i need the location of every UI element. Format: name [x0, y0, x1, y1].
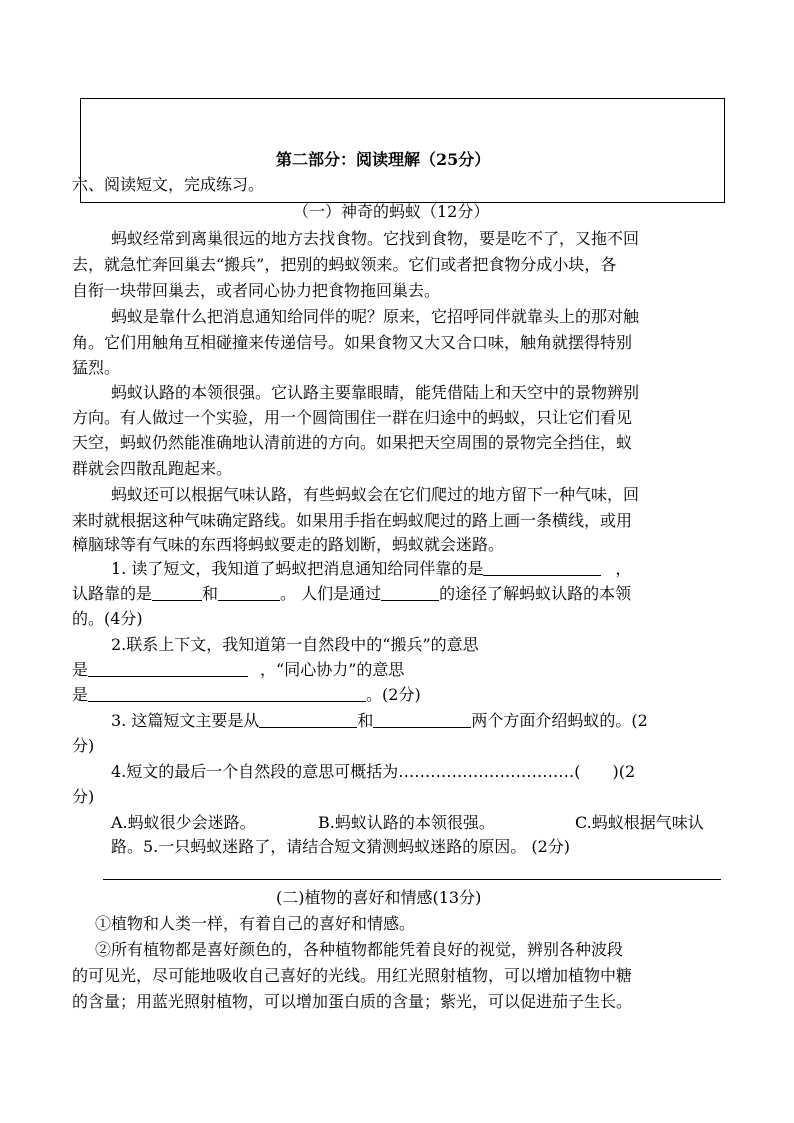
option-b: B.蚂蚁认路的本领很强。: [318, 813, 495, 832]
question-1-line2: [72, 582, 631, 606]
question-text: 是: [72, 660, 89, 679]
instruction: 六、阅读短文，完成练习。: [72, 175, 265, 194]
question-text: 认路靠的是: [72, 584, 153, 603]
question-1: [111, 557, 631, 581]
question-text: 两个方面介绍蚂蚁的。(2: [471, 711, 648, 730]
paragraph-line: 天空，蚂蚁仍然能准确地认清前进的方向。如果把天空周围的景物完全挡住，蚁: [72, 433, 633, 452]
paragraph-line: 的含量；用蓝光照射植物，可以增加蛋白质的含量；紫光，可以促进茄子生长。: [72, 992, 633, 1011]
part-title: 第二部分：阅读理解（25分）: [276, 150, 491, 169]
paragraph-line: 蚂蚁认路的本领很强。它认路主要靠眼睛，能凭借陆上和天空中的景物辨别: [111, 383, 640, 402]
section-divider: [103, 879, 721, 880]
paragraph-line: 角。它们用触角互相碰撞来传递信号。如果食物又大又合口味，触角就摆得特别: [72, 333, 633, 352]
question-text: 1. 读了短文，我知道了蚂蚁把消息通知给同伴靠的是: [111, 559, 484, 578]
question-4-score: 分): [72, 787, 95, 806]
question-3-score: 分): [72, 736, 95, 755]
question-1-score: 的。(4分): [72, 609, 143, 628]
question-text: 的途径了解蚂蚁认路的本领: [439, 584, 632, 603]
question-text: ，“同心协力”的意思: [260, 660, 405, 679]
question-text: 。 人们是通过: [280, 584, 382, 603]
paragraph-line: ①植物和人类一样，有着自己的喜好和情感。: [95, 914, 416, 933]
option-a: A.蚂蚁很少会迷路。: [111, 813, 256, 832]
question-2-line3: [72, 683, 421, 707]
answer-blank[interactable]: [88, 685, 366, 702]
paragraph-line: 去，就急忙奔回巢去“搬兵”，把别的蚂蚁领来。它们或者把食物分成小块，各: [72, 255, 617, 274]
passage2-title: (二)植物的喜好和情感(13分): [276, 888, 482, 907]
question-3: [111, 709, 648, 733]
option-c-tail-and-question-5: 路。5.一只蚂蚁迷路了，请结合短文猜测蚂蚁迷路的原因。 (2分): [111, 837, 571, 856]
answer-blank[interactable]: [259, 711, 357, 728]
question-text: 3. 这篇短文主要是从: [111, 711, 260, 730]
paragraph-line: 蚂蚁还可以根据气味认路，有些蚂蚁会在它们爬过的地方留下一种气味，回: [111, 485, 640, 504]
paragraph-line: 来时就根据这种气味确定路线。如果用手指在蚂蚁爬过的路上画一条横线，或用: [72, 511, 633, 530]
paragraph-line: 樟脑球等有气味的东西将蚂蚁要走的路划断，蚂蚁就会迷路。: [72, 535, 505, 554]
question-text: 。(2分): [366, 685, 421, 704]
paragraph-line: 的可见光，尽可能地吸收自己喜好的光线。用红光照射植物，可以增加植物中糖: [72, 966, 633, 985]
paragraph-line: 自衔一块带回巢去，或者同心协力把食物拖回巢去。: [72, 281, 441, 300]
passage1-title: （一）神奇的蚂蚁（12分）: [293, 202, 490, 221]
answer-blank[interactable]: [483, 559, 601, 576]
option-c: C.蚂蚁根据气味认: [575, 813, 704, 832]
paragraph-line: ②所有植物都是喜好颜色的，各种植物都能凭着良好的视觉，辨别各种波段: [95, 940, 624, 959]
paragraph-line: 方向。有人做过一个实验，用一个圆筒围住一群在归途中的蚂蚁，只让它们看见: [72, 408, 633, 427]
paragraph-line: 蚂蚁是靠什么把消息通知给同伴的呢？原来，它招呼同伴就靠头上的那对触: [111, 307, 640, 326]
answer-blank[interactable]: [381, 584, 439, 601]
question-text: 是: [72, 685, 89, 704]
question-text: 和: [357, 711, 374, 730]
paragraph-line: 猛烈。: [72, 358, 121, 377]
answer-blank[interactable]: [152, 584, 202, 601]
question-2: 2.联系上下文，我知道第一自然段中的“搬兵”的意思: [111, 635, 479, 654]
answer-blank[interactable]: [373, 711, 471, 728]
answer-blank[interactable]: [218, 584, 280, 601]
paragraph-line: 群就会四散乱跑起来。: [72, 459, 233, 478]
question-text: ，: [615, 559, 632, 578]
paragraph-line: 蚂蚁经常到离巢很远的地方去找食物。它找到食物，要是吃不了，又拖不回: [111, 229, 640, 248]
answer-blank[interactable]: [88, 660, 248, 677]
question-text: 和: [202, 584, 219, 603]
question-4: 4.短文的最后一个自然段的意思可概括为……………………………( )(2: [111, 762, 636, 781]
question-2-line2: [72, 658, 404, 682]
